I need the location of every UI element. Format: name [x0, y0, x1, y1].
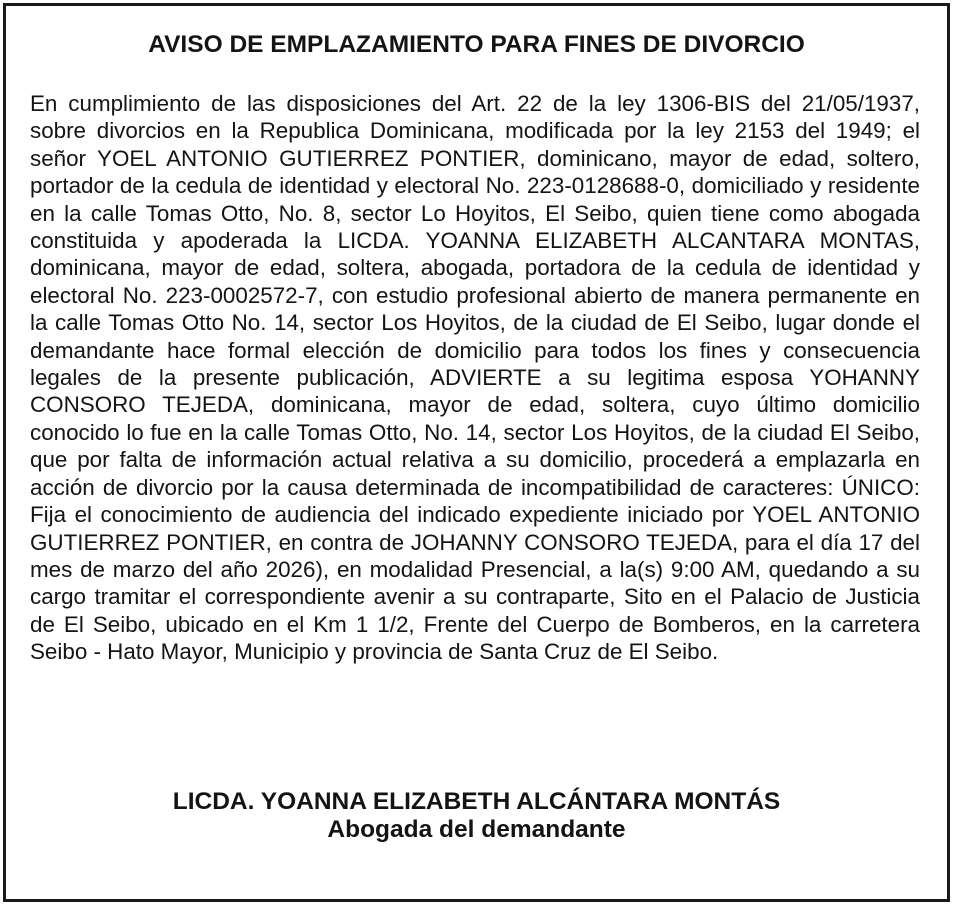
signature-role: Abogada del demandante: [327, 816, 626, 843]
notice-frame: [3, 3, 950, 902]
signature-name: LICDA. YOANNA ELIZABETH ALCÁNTARA MONTÁS: [172, 788, 781, 815]
notice-title: AVISO DE EMPLAZAMIENTO PARA FINES DE DIVORCIO: [148, 31, 805, 58]
notice-body: En cumplimiento de las disposiciones del Art. 22 de la ley 1306-BIS del 21/05/1937, sobre divorcios en la Republica Dominicana, modificada por la ley 2153 del 1949; el señor YOEL ANTONIO GUTIERREZ PONTIER, dominicano, mayor de edad, soltero, portador de la cedula de identidad y electoral No. 223-0128688-0, domiciliado y residente en la calle Tomas Otto, No. 8, sector Lo Hoyitos, El Seibo, quien tiene como abogada constituida y apoderada la LICDA. YOANNA ELIZABETH ALCANTARA MONTAS, dominicana, mayor de edad, soltera, abogada, portadora de la cedula de identidad y electoral No. 223-0002572-7, con estudio profesional abierto de manera permanente en la calle Tomas Otto No. 14, sector Los Hoyitos, de la ciudad de El Seibo, lugar donde el demandante hace formal elección de domicilio para todos los fines y consecuencia legales de la presente publicación, ADVIERTE a su legitima esposa YOHANNY CONSORO TEJEDA, dominicana, mayor de edad, soltera, cuyo último domicilio conocido lo fue en la calle Tomas Otto, No. 14, sector Los Hoyitos, de la ciudad El Seibo, que por falta de información actual relativa a su domicilio, procederá a emplazarla en acción de divorcio por la causa determinada de incompatibilidad de caracteres: ÚNICO: Fija el conocimiento de audiencia del indicado expediente iniciado por YOEL ANTONIO GUTIERREZ PONTIER, en contra de JOHANNY CONSORO TEJEDA, para el día 17 del mes de marzo del año 2026), en modalidad Presencial, a la(s) 9:00 AM, quedando a su cargo tramitar el correspondiente avenir a su contraparte, Sito en el Palacio de Justicia de El Seibo, ubicado en el Km 1 1/2, Frente del Cuerpo de Bomberos, en la carretera Seibo - Hato Mayor, Municipio y provincia de Santa Cruz de El Seibo.: [30, 91, 920, 665]
signature-block: [6, 788, 947, 844]
